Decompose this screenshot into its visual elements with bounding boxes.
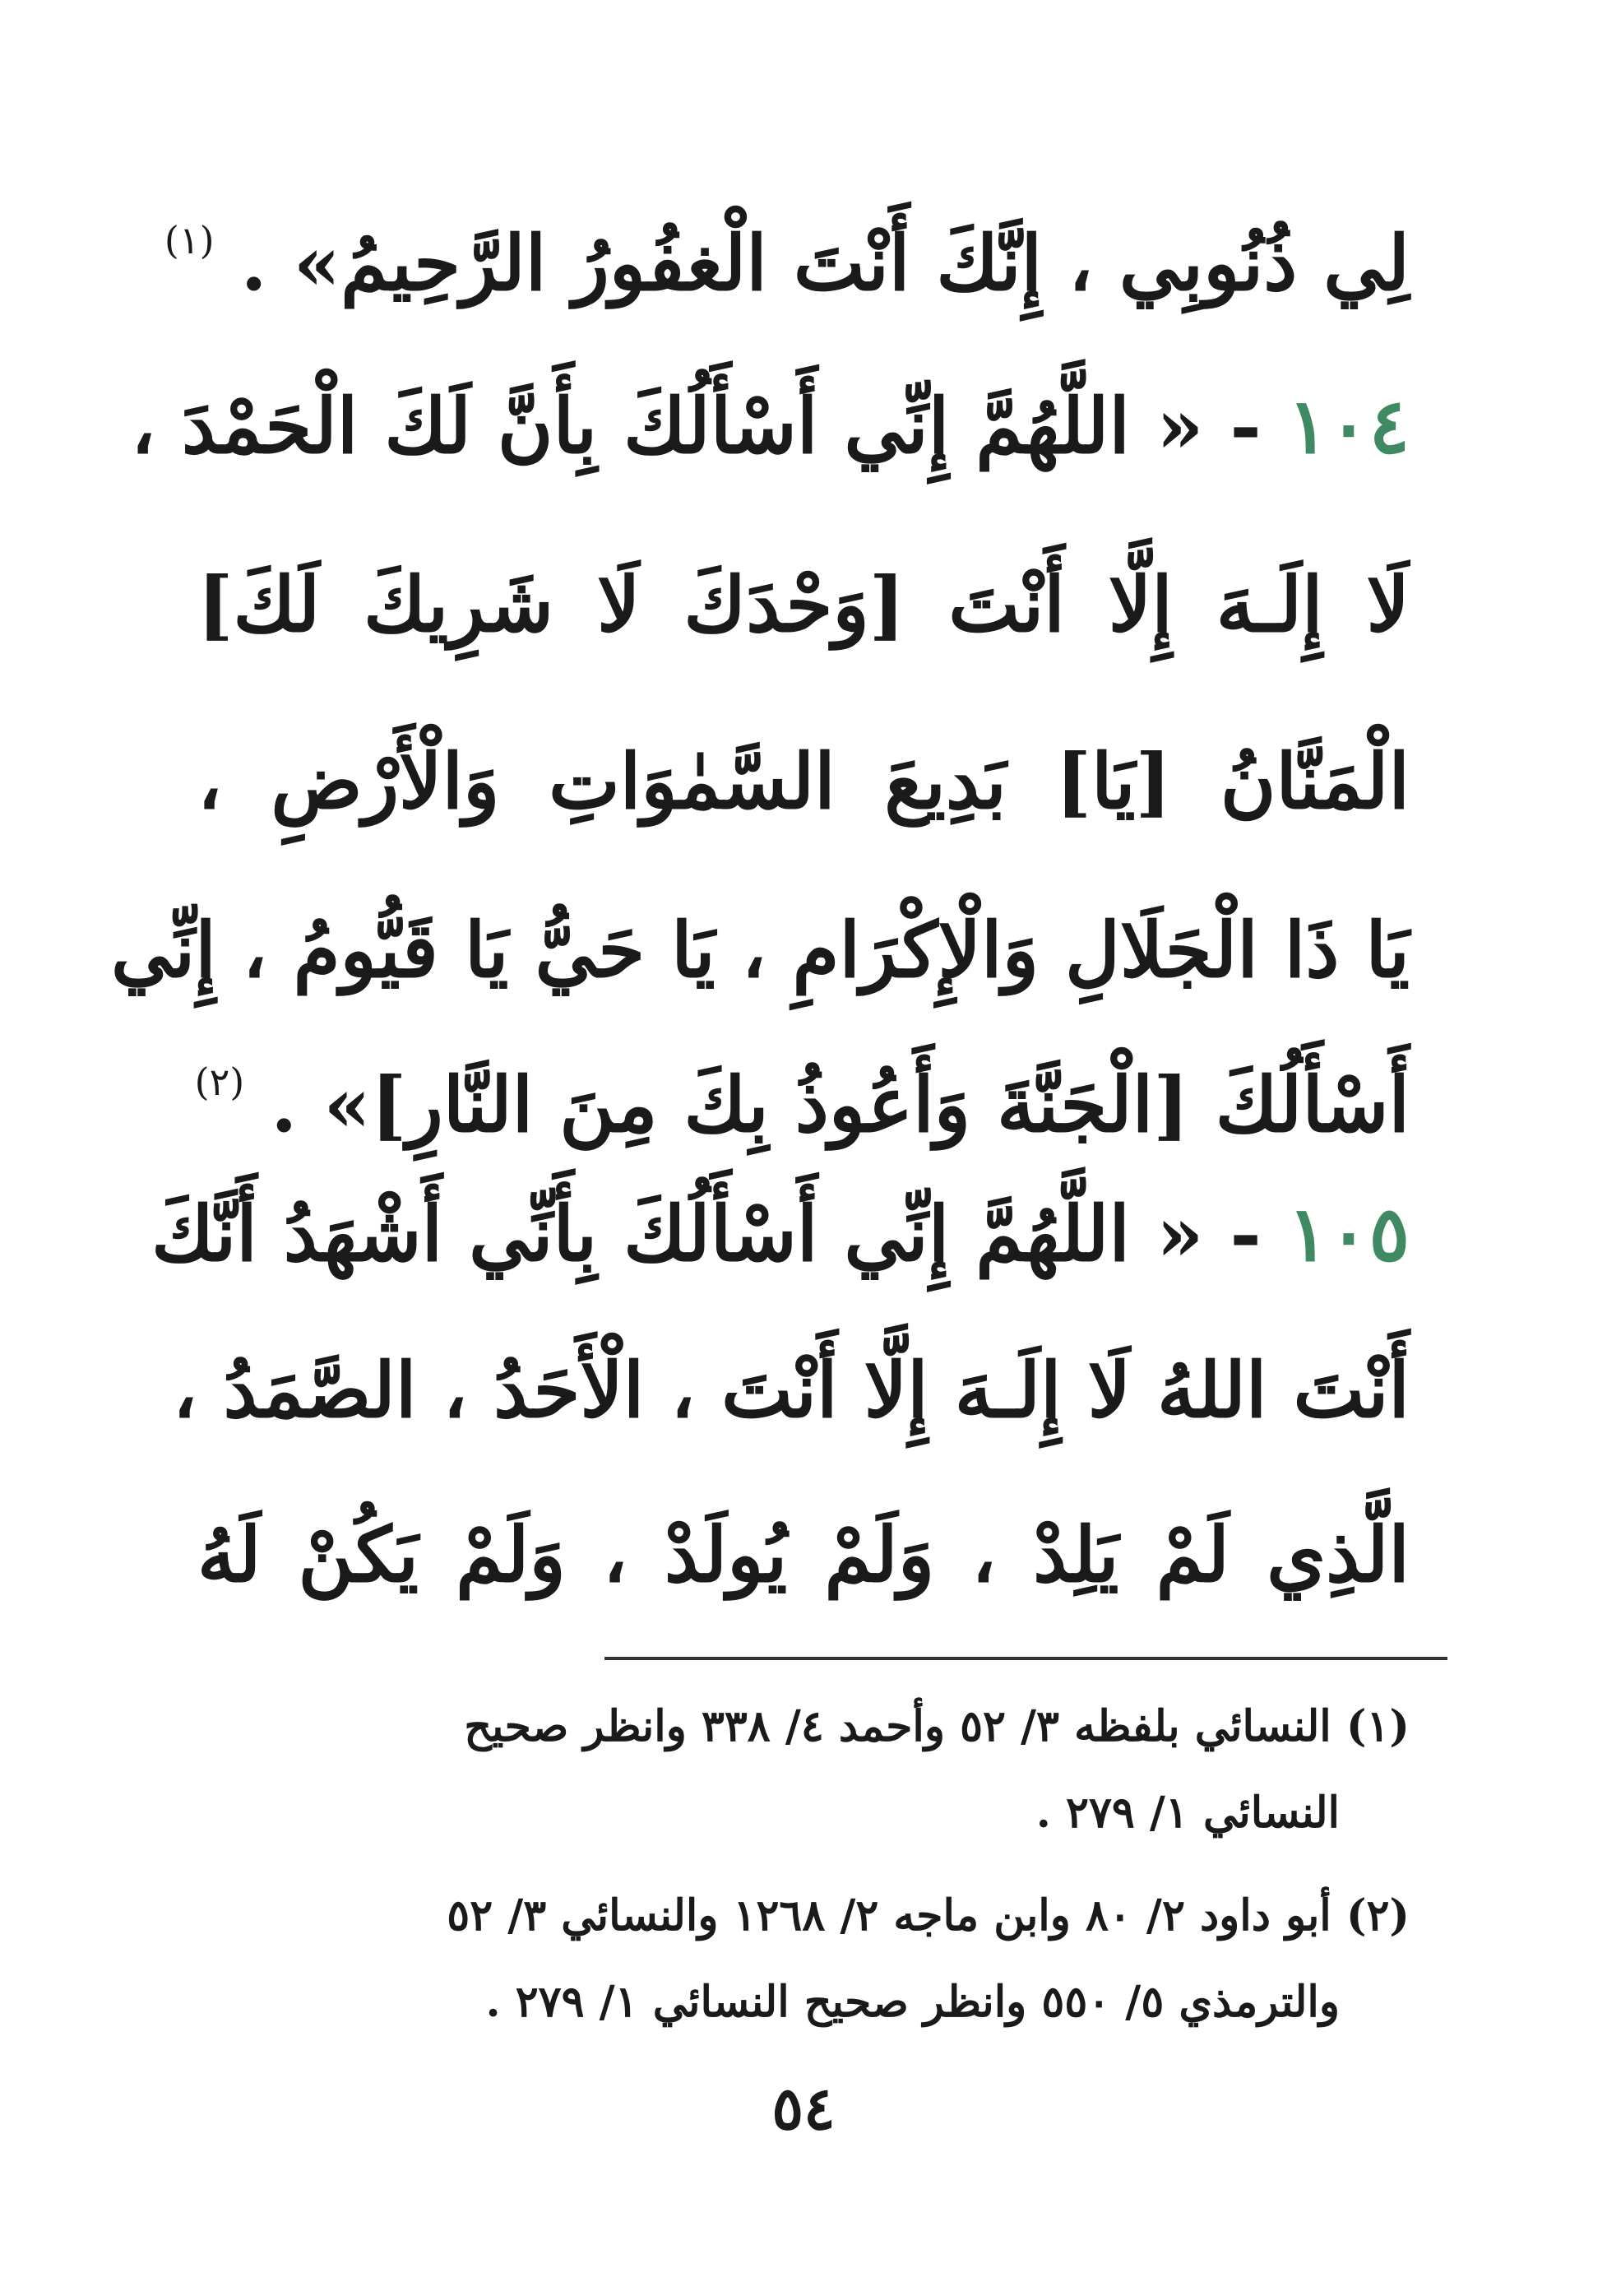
hadith-number-105: ١٠٥ xyxy=(1287,1190,1410,1278)
text-line-5: يَا ذَا الْجَلَالِ وَالْإِكْرَامِ ، يَا حَيُّ يَا قَيُّومُ ، إِنِّي xyxy=(110,906,1410,995)
text-line-6-content: أَسْأَلُكَ [الْجَنَّةَ وَأَعُوذُ بِكَ مِنَ النَّارِ]» . xyxy=(271,1060,1410,1149)
footnote-1-line-2: النسائي ١/ ٢٧٩ . xyxy=(1035,1788,1340,1838)
text-line-9: الَّذِي لَمْ يَلِدْ ، وَلَمْ يُولَدْ ، وَلَمْ يَكُنْ لَهُ xyxy=(197,1510,1410,1599)
text-line-2 xyxy=(131,369,1410,484)
text-line-1-content: لِي ذُنُوبِي ، إِنَّكَ أَنْتَ الْغفُورُ الرَّحِيمُ» . xyxy=(240,219,1410,308)
footnote-2-line-2: والترمذي ٥/ ٥٥٠ وانظر صحيح النسائي ١/ ٢٧٩ . xyxy=(485,1977,1340,2027)
text-line-4: الْمَنَّانُ [يَا] بَدِيعَ السَّمٰوَاتِ وَالْأَرْضِ ، xyxy=(197,737,1410,826)
page-number: ٥٤ xyxy=(771,2073,836,2143)
footnote-1-line-1: (١) النسائي بلفظه ٣/ ٥٢ وأحمد ٤/ ٣٣٨ وانظر صحيح xyxy=(464,1701,1410,1751)
footnote-separator xyxy=(604,1657,1447,1660)
text-line-2-content: - « اللَّهُمَّ إِنِّي أَسْأَلُكَ بِأَنَّ لَكَ الْحَمْدَ ، xyxy=(131,382,1262,471)
footnote-2-line-1: (٢) أبو داود ٢/ ٨٠ وابن ماجه ٢/ ١٢٦٨ والنسائي ٣/ ٥٢ xyxy=(447,1890,1410,1941)
footnote-ref-1: (١) xyxy=(164,218,215,262)
text-line-8: أَنْتَ اللهُ لَا إِلَـهَ إِلَّا أَنْتَ ، الْأَحَدُ ، الصَّمَدُ ، xyxy=(172,1346,1410,1435)
text-line-3: لَا إِلَـهَ إِلَّا أَنْتَ [وَحْدَكَ لَا شَرِيكَ لَكَ] xyxy=(197,560,1410,649)
text-line-6 xyxy=(194,1024,1410,1162)
footnote-ref-2: (٢) xyxy=(194,1060,245,1104)
text-line-7-content: - « اللَّهُمَّ إِنِّي أَسْأَلُكَ بِأَنِّي أَشْهَدُ أَنَّكَ xyxy=(151,1190,1262,1278)
text-line-7 xyxy=(151,1176,1410,1292)
hadith-number-104: ١٠٤ xyxy=(1287,382,1410,471)
text-line-1 xyxy=(164,183,1410,321)
